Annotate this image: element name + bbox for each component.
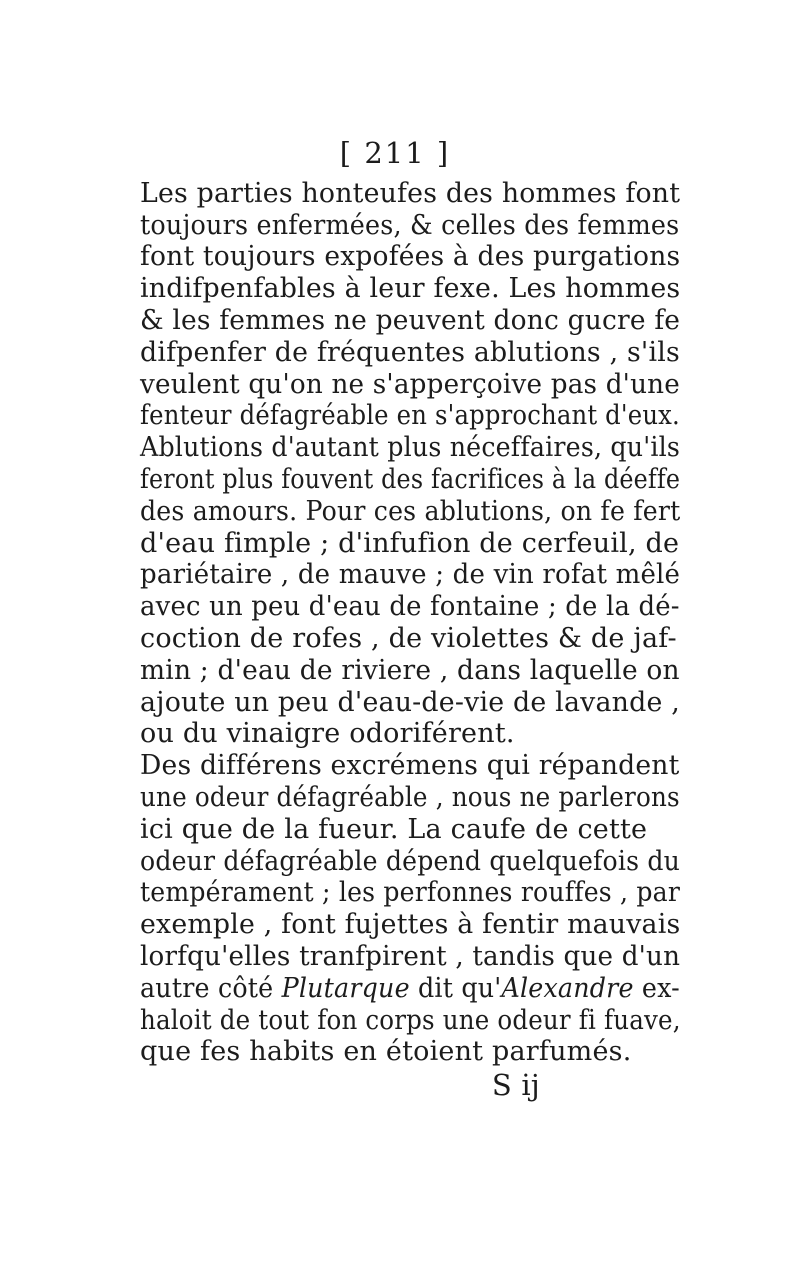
text-line: une odeur défagréable , nous ne parlerons: [140, 781, 680, 813]
name-plutarque: Plutarque: [281, 972, 410, 1004]
paragraph-2: [140, 750, 680, 1068]
text-line: veulent qu'on ne s'apperçoive pas d'une: [140, 368, 680, 400]
text-span: dit qu': [409, 972, 502, 1004]
text-line: exemple , font fujettes à fentir mauvais: [140, 909, 681, 941]
text-line: ou du vinaigre odoriférent.: [140, 718, 515, 750]
text-line: font toujours expofées à des purgations: [140, 241, 681, 273]
text-line: difpenfer de fréquentes ablutions , s'ils: [140, 336, 680, 368]
page-text-block: [140, 138, 680, 1102]
text-span: ex-: [633, 972, 680, 1004]
text-line: fenteur défagréable en s'approchant d'eux.: [140, 400, 680, 432]
text-line: que fes habits en étoient parfumés.: [140, 1036, 632, 1068]
signature-mark: S ij: [491, 1068, 540, 1103]
text-span: autre côté: [140, 972, 282, 1004]
text-line: Les parties honteufes des hommes font: [140, 177, 681, 209]
text-line: toujours enfermées, & celles des femmes: [140, 209, 680, 241]
text-line: d'eau fimple ; d'infufion de cerfeuil, de: [140, 527, 680, 559]
text-line: ici que de la fueur. La caufe de cette: [140, 813, 648, 845]
text-line: tempérament ; les perfonnes rouffes , par: [140, 877, 681, 909]
text-line: Ablutions d'autant plus néceffaires, qu'ils: [140, 432, 681, 464]
text-line: coction de rofes , de violettes & de jaf-: [140, 622, 677, 654]
text-line: indifpenfables à leur fexe. Les hommes: [140, 273, 681, 305]
text-line: odeur défagréable dépend quelquefois du: [140, 845, 680, 877]
text-line: min ; d'eau de riviere , dans laquelle on: [140, 654, 680, 686]
paragraph-1: [140, 178, 680, 750]
text-line: avec un peu d'eau de fontaine ; de la dé-: [140, 591, 680, 623]
text-line: ajoute un peu d'eau-de-vie de lavande ,: [140, 686, 680, 718]
text-line: des amours. Pour ces ablutions, on fe fert: [140, 495, 681, 527]
text-line: feront plus fouvent des facrifices à la déeffe: [140, 463, 681, 495]
text-line: & les femmes ne peuvent donc gucre fe: [140, 304, 681, 336]
name-alexandre: Alexandre: [501, 972, 634, 1004]
text-line: haloit de tout fon corps une odeur fi fuave,: [140, 1004, 681, 1036]
text-line: Des différens excrémens qui répandent: [140, 750, 680, 782]
text-line: pariétaire , de mauve ; de vin rofat mêlé: [140, 559, 681, 591]
page-number: [ 211 ]: [339, 136, 451, 170]
text-line: lorfqu'elles tranfpirent , tandis que d'un: [140, 940, 681, 972]
text-line-with-names: [140, 972, 680, 1005]
